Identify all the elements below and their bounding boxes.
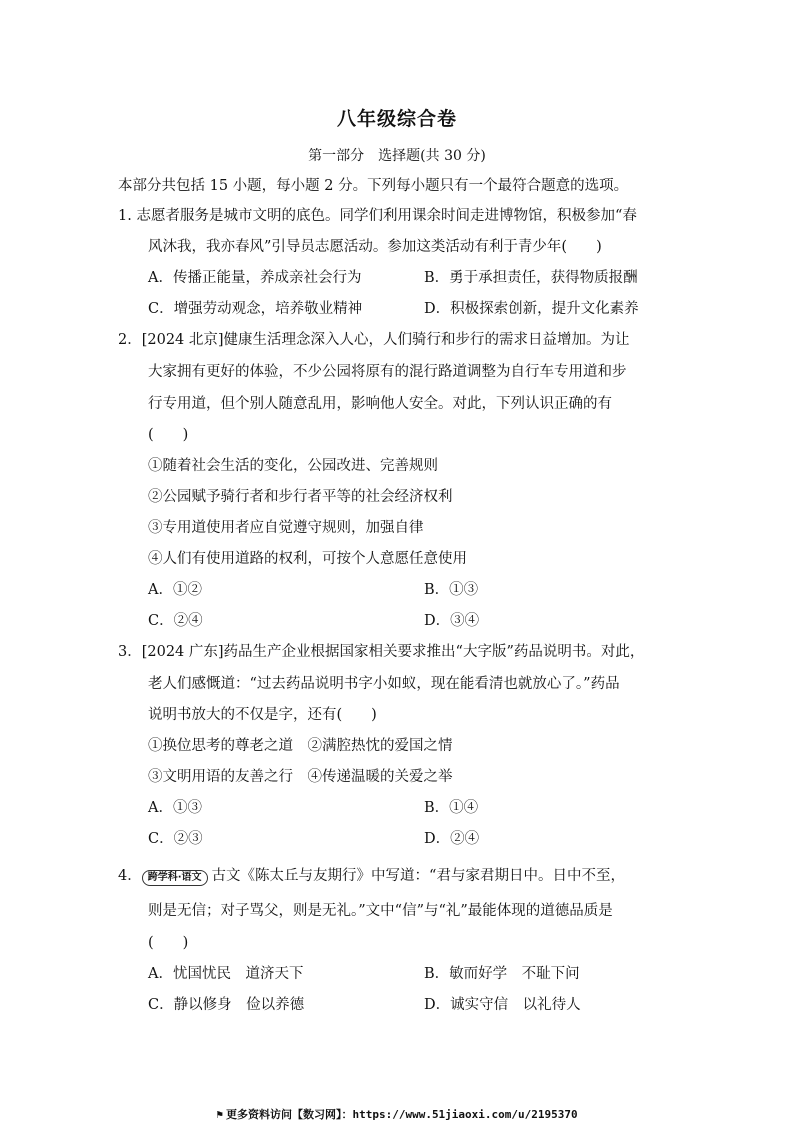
question-2-option-b: B．①③ (424, 582, 479, 598)
question-4-option-b: B．敏而好学 不耻下问 (424, 966, 580, 982)
question-1-line-1: 1. 志愿者服务是城市文明的底色。同学们利用课余时间走进博物馆，积极参加“春 (118, 208, 637, 224)
question-4-first-text: 古文《陈太丘与友期行》中写道：“君与家君期日中。日中不至， (211, 868, 625, 884)
question-3-option-d: D．②④ (424, 831, 480, 847)
question-3-line-3: 说明书放大的不仅是字，还有( ) (148, 707, 377, 723)
footer-link[interactable] (0, 1106, 794, 1122)
question-3-item-2: ③文明用语的友善之行 ④传递温暖的关爱之举 (148, 769, 453, 785)
cross-subject-badge: 跨学科·语文 (142, 870, 208, 886)
question-3-item-1: ①换位思考的尊老之道 ②满腔热忱的爱国之情 (148, 738, 453, 754)
question-1-option-b: B．勇于承担责任，获得物质报酬 (424, 270, 638, 286)
question-1-line-2: 风沐我，我亦春风”引导员志愿活动。参加这类活动有利于青少年( ) (148, 239, 602, 255)
question-2-item-1: ①随着社会生活的变化，公园改进、完善规则 (148, 458, 438, 474)
question-1-option-c: C．增强劳动观念，培养敬业精神 (148, 301, 363, 317)
instruction-text: 本部分共包括 15 小题，每小题 2 分。下列每小题只有一个最符合题意的选项。 (118, 178, 629, 194)
question-3-option-b: B．①④ (424, 800, 479, 816)
question-4-line-1 (118, 866, 625, 886)
footer-text: 更多资料访问【数习网】：https://www.51jiaoxi.com/u/2195370 (225, 1108, 578, 1121)
question-2-option-d: D．③④ (424, 613, 480, 629)
page-title: 八年级综合卷 (336, 108, 457, 130)
question-2-item-4: ④人们有使用道路的权利，可按个人意愿任意使用 (148, 551, 467, 567)
question-4-number: 4． (118, 868, 142, 884)
question-2-line-1: 2．[2024 北京]健康生活理念深入人心，人们骑行和步行的需求日益增加。为让 (118, 332, 630, 348)
question-4-option-a: A．忧国忧民 道济天下 (148, 966, 304, 982)
question-2-option-c: C．②④ (148, 613, 203, 629)
question-3-line-1: 3．[2024 广东]药品生产企业根据国家相关要求推出“大字版”药品说明书。对此， (118, 644, 645, 660)
question-2-item-2: ②公园赋予骑行者和步行者平等的社会经济权利 (148, 489, 453, 505)
question-3-option-c: C．②③ (148, 831, 203, 847)
question-4-line-2: 则是无信；对子骂父，则是无礼。”文中“信”与“礼”最能体现的道德品质是 (148, 903, 613, 919)
question-3-option-a: A．①③ (148, 800, 202, 816)
question-2-line-2: 大家拥有更好的体验，不少公园将原有的混行路道调整为自行车专用道和步 (148, 364, 627, 380)
question-2-item-3: ③专用道使用者应自觉遵守规则，加强自律 (148, 520, 424, 536)
question-1-option-a: A．传播正能量，养成亲社会行为 (148, 270, 362, 286)
question-1-option-d: D．积极探索创新，提升文化素养 (424, 301, 639, 317)
question-4-line-3: ( ) (148, 935, 189, 951)
question-2-line-3: 行专用道，但个别人随意乱用，影响他人安全。对此，下列认识正确的有 (148, 396, 612, 412)
question-2-option-a: A．①② (148, 582, 202, 598)
section-heading: 第一部分 选择题(共 30 分) (308, 148, 486, 164)
question-2-line-4: ( ) (148, 427, 189, 443)
flag-icon: ⚑ (216, 1108, 223, 1121)
question-4-option-c: C．静以修身 俭以养德 (148, 997, 305, 1013)
question-3-line-2: 老人们感慨道：“过去药品说明书字小如蚁，现在能看清也就放心了。”药品 (148, 676, 620, 692)
question-4-option-d: D．诚实守信 以礼待人 (424, 997, 581, 1013)
